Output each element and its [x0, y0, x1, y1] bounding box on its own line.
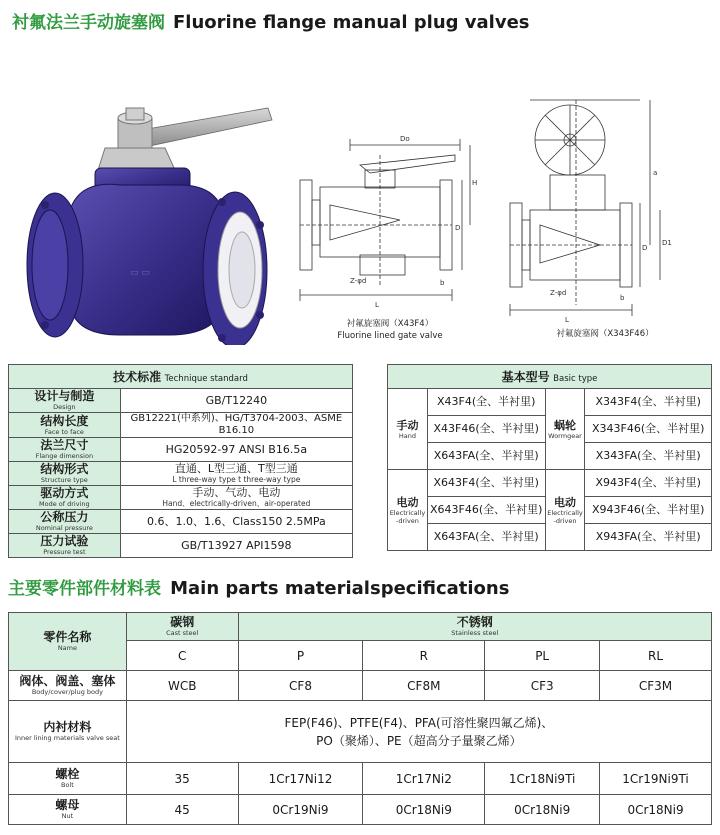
svg-text:D: D [642, 244, 648, 252]
table-row: 内衬材料 Inner lining materials valve seat FEP(F46)、PTFE(F4)、PFA(可溶性聚四氟乙烯)、 PO（聚烯）、PE（超高分子量聚乙烯） [9, 701, 712, 763]
table-row: 结构形式 Structure type 直通、L型三通、T型三通 L three-way type t three-way type [9, 462, 353, 486]
drawing1-caption-cn: 衬氟旋塞阀（X43F4） [346, 319, 434, 329]
svg-text:Z-φd: Z-φd [550, 289, 567, 297]
name-header: 零件名称 Name [9, 613, 127, 671]
tech-header: 技术标准 Technique standard [9, 365, 353, 389]
svg-text:b: b [440, 279, 445, 287]
svg-text:H: H [472, 179, 478, 187]
svg-text:b: b [620, 294, 625, 302]
basic-type-table [387, 364, 712, 551]
table-row: 公称压力 Nominal pressure 0.6、1.0、1.6、Class150 2.5MPa [9, 510, 353, 534]
drawing1-caption [300, 318, 480, 342]
table-row: 螺母 Nut 45 0Cr19Ni9 0Cr18Ni9 0Cr18Ni9 0Cr18Ni9 [9, 795, 712, 825]
svg-text:D: D [455, 224, 461, 232]
materials-table [8, 612, 712, 825]
valve-photo [10, 60, 280, 345]
drawing-x343f46 [490, 95, 705, 325]
svg-text:D1: D1 [662, 239, 672, 247]
table-row: 压力试验 Pressure test GB/T13927 API1598 [9, 534, 353, 558]
svg-text:Do: Do [400, 135, 410, 143]
table-row: X643F46(全、半衬里) X943F46(全、半衬里) [388, 497, 712, 524]
table-row: 驱动方式 Mode of driving 手动、气动、电动 Hand、electrically-driven、air-operated [9, 486, 353, 510]
materials-title-cn: 主要零件部件材料表 [8, 579, 161, 599]
table-row: X43F46(全、半衬里) X343F46(全、半衬里) [388, 416, 712, 443]
table-row: 法兰尺寸 Flange dimension HG20592-97 ANSI B16.5a [9, 438, 353, 462]
svg-text:▭ ▭: ▭ ▭ [130, 268, 150, 278]
materials-title [8, 574, 509, 599]
table-row: X643FA(全、半衬里) X943FA(全、半衬里) [388, 524, 712, 551]
table-row: 手动 Hand X43F4(全、半衬里) 蜗轮 Wormgear X343F4(全、半衬里) [388, 389, 712, 416]
table-row: 电动 Electrically -driven X643F4(全、半衬里) 电动 Electrically -driven X943F4(全、半衬里) [388, 470, 712, 497]
table-row: C P R PL RL [9, 641, 712, 671]
table-row: X643FA(全、半衬里) X343FA(全、半衬里) [388, 443, 712, 470]
table-row: 阀体、阀盖、塞体 Body/cover/plug body WCB CF8 CF8M CF3 CF3M [9, 671, 712, 701]
table-row: 螺栓 Bolt 35 1Cr17Ni12 1Cr17Ni2 1Cr18Ni9Ti 1Cr19Ni9Ti [9, 763, 712, 795]
drawing2-caption: 衬氟旋塞阀（X343F46） [556, 329, 654, 339]
svg-text:a: a [653, 169, 658, 177]
table-row: 设计与制造 Design GB/T12240 [9, 389, 353, 413]
materials-title-en: Main parts materialspecifications [170, 578, 510, 599]
svg-text:Z-φd: Z-φd [350, 277, 367, 285]
technique-standard-table [8, 364, 353, 558]
drawing1-caption-en: Fluorine lined gate valve [337, 331, 443, 341]
table-row: 结构长度 Face to face GB12221(中系列)、HG/T3704-2003、ASME B16.10 [9, 413, 353, 438]
svg-text:L: L [375, 301, 379, 309]
cast-steel-header: 碳钢 Cast steel [126, 613, 238, 641]
stainless-header: 不锈钢 Stainless steel [238, 613, 711, 641]
basic-header: 基本型号 Basic type [388, 365, 712, 389]
title-cn: 衬氟法兰手动旋塞阀 [12, 13, 165, 33]
page-title [12, 8, 529, 38]
drawing-x43f4 [290, 125, 480, 325]
svg-text:L: L [565, 316, 569, 324]
title-en: Fluorine flange manual plug valves [173, 12, 530, 33]
